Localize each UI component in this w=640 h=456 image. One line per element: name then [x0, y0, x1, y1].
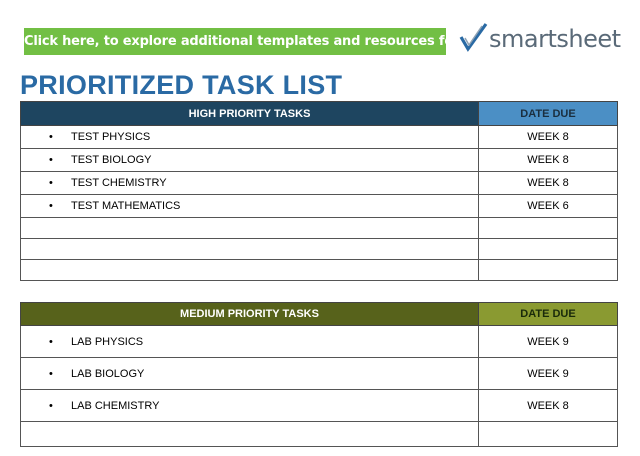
- medium-priority-table: [20, 302, 618, 447]
- task-cell[interactable]: [21, 239, 479, 260]
- task-cell[interactable]: [21, 326, 479, 358]
- table-row: [21, 260, 618, 281]
- bullet-icon: •: [49, 131, 53, 143]
- bullet-icon: •: [49, 200, 53, 212]
- task-cell[interactable]: [21, 260, 479, 281]
- task-cell[interactable]: [21, 390, 479, 422]
- high-date-header: DATE DUE: [479, 102, 618, 126]
- page-title: PRIORITIZED TASK LIST: [20, 70, 343, 100]
- task-cell[interactable]: [21, 172, 479, 195]
- task-text: TEST BIOLOGY: [71, 154, 152, 166]
- table-row: [21, 149, 618, 172]
- task-text: TEST MATHEMATICS: [71, 200, 181, 212]
- task-text: TEST PHYSICS: [71, 131, 151, 143]
- task-cell[interactable]: [21, 149, 479, 172]
- date-cell[interactable]: [479, 218, 618, 239]
- table-row: [21, 422, 618, 447]
- logo-text: smartsheet: [489, 25, 621, 53]
- date-cell[interactable]: WEEK 9: [479, 326, 618, 358]
- bullet-icon: •: [49, 177, 53, 189]
- checkmark-logo-icon: [459, 22, 489, 54]
- templates-banner-link[interactable]: Click here, to explore additional templates and resources for free in: [24, 28, 446, 55]
- table-row: [21, 195, 618, 218]
- task-cell[interactable]: [21, 358, 479, 390]
- medium-priority-header: MEDIUM PRIORITY TASKS: [21, 303, 479, 326]
- task-text: LAB BIOLOGY: [71, 367, 145, 380]
- table-row: [21, 326, 618, 358]
- date-cell[interactable]: WEEK 8: [479, 149, 618, 172]
- task-cell[interactable]: [21, 195, 479, 218]
- table-row: [21, 218, 618, 239]
- smartsheet-logo[interactable]: [459, 22, 621, 56]
- bullet-icon: •: [49, 154, 53, 166]
- bullet-icon: •: [49, 335, 53, 348]
- task-text: LAB PHYSICS: [71, 335, 144, 348]
- date-cell[interactable]: [479, 260, 618, 281]
- bullet-icon: •: [49, 399, 53, 412]
- task-cell[interactable]: [21, 422, 479, 447]
- date-cell[interactable]: WEEK 8: [479, 390, 618, 422]
- date-cell[interactable]: WEEK 8: [479, 126, 618, 149]
- table-row: [21, 126, 618, 149]
- medium-date-header: DATE DUE: [479, 303, 618, 326]
- table-row: [21, 172, 618, 195]
- date-cell[interactable]: WEEK 6: [479, 195, 618, 218]
- date-cell[interactable]: [479, 422, 618, 447]
- date-cell[interactable]: WEEK 8: [479, 172, 618, 195]
- high-priority-table: [20, 101, 618, 281]
- task-cell[interactable]: [21, 218, 479, 239]
- date-cell[interactable]: WEEK 9: [479, 358, 618, 390]
- bullet-icon: •: [49, 367, 53, 380]
- table-row: [21, 390, 618, 422]
- task-text: TEST CHEMISTRY: [71, 177, 167, 189]
- table-row: [21, 239, 618, 260]
- task-cell[interactable]: [21, 126, 479, 149]
- high-priority-header: HIGH PRIORITY TASKS: [21, 102, 479, 126]
- task-text: LAB CHEMISTRY: [71, 399, 160, 412]
- date-cell[interactable]: [479, 239, 618, 260]
- table-row: [21, 358, 618, 390]
